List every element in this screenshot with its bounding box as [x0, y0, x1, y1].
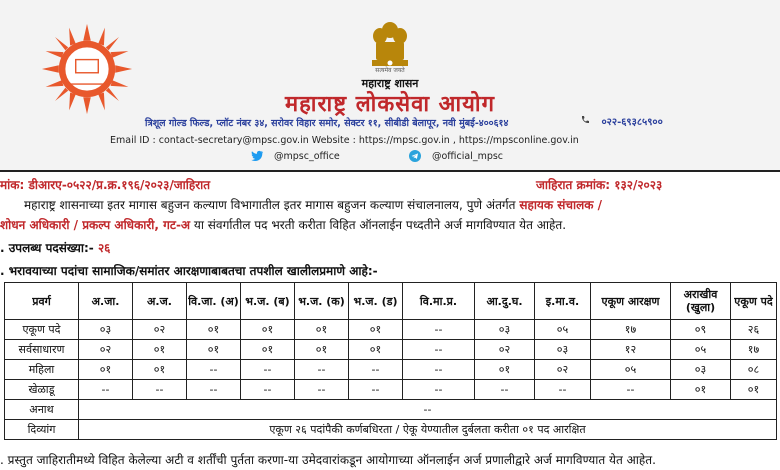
table-row	[5, 360, 777, 380]
table-header: एकूण पदे	[731, 283, 777, 320]
reservation-table	[4, 282, 777, 440]
table-row	[5, 340, 777, 360]
table-cell: १७	[731, 340, 777, 360]
table-cell: --	[349, 380, 403, 400]
table-row-orphan	[5, 400, 777, 420]
table-cell: ०८	[731, 360, 777, 380]
twitter-handle[interactable]	[250, 150, 340, 162]
table-cell: --	[475, 380, 535, 400]
contact-line[interactable]: Email ID : contact-secretary@mpsc.gov.in Website : https://mpsc.gov.in , https://mpsconline.gov.in	[110, 135, 579, 146]
letterhead	[0, 0, 780, 172]
table-header: भ.ज. (क)	[295, 283, 349, 320]
table-header: आ.दु.घ.	[475, 283, 535, 320]
table-cell: ०२	[475, 340, 535, 360]
available-posts	[0, 239, 110, 256]
table-cell: --	[187, 360, 241, 380]
intro-line-2	[0, 216, 780, 233]
table-cell: ०१	[241, 340, 295, 360]
address: त्रिशूल गोल्ड फिल्ड, प्लॉट नंबर ३४, सरोवर विहार समोर, सेक्टर ११, सीबीडी बेलापूर, नवी मुंबई-४००६१४	[145, 118, 509, 129]
table-header: एकूण आरक्षण	[591, 283, 671, 320]
table-cell: ०१	[731, 380, 777, 400]
table-cell: --	[295, 360, 349, 380]
table-cell: ०१	[241, 320, 295, 340]
table-header: इ.मा.व.	[535, 283, 591, 320]
table-cell: १२	[591, 340, 671, 360]
table-header-row	[5, 283, 777, 320]
table-cell: --	[295, 380, 349, 400]
table-cell: --	[535, 380, 591, 400]
table-header: अ.ज.	[133, 283, 187, 320]
intro-text-2: या संवर्गातील पद भरती करीता विहित ऑनलाईन पध्दतीने अर्ज मागविण्यात येत आहेत.	[190, 218, 567, 232]
phone-info	[580, 114, 663, 128]
footer-note: . प्रस्तुत जाहिरातीमध्ये विहित केलेल्या अटी व शर्तींची पुर्तता करणा-या उमेदवारांकडून आयोगाच्या ऑनलाईन अर्ज प्रणालीद्वारे अर्ज मागविण्यात येत आहेत.	[0, 453, 656, 467]
table-cell: --	[241, 360, 295, 380]
twitter-handle-text: @mpsc_office	[274, 150, 340, 162]
table-cell: ०९	[671, 320, 731, 340]
table-cell-category: दिव्यांग	[5, 420, 79, 440]
table-cell-category: एकूण पदे	[5, 320, 79, 340]
table-cell: --	[403, 380, 475, 400]
table-cell-category: खेळाडू	[5, 380, 79, 400]
table-header: प्रवर्ग	[5, 283, 79, 320]
table-cell: --	[133, 380, 187, 400]
available-posts-label: . उपलब्ध पदसंख्या:-	[0, 241, 98, 255]
table-cell: ०५	[671, 340, 731, 360]
table-cell: ०१	[349, 320, 403, 340]
table-cell-disabled-value: एकूण २६ पदांपैकी कर्णबधिरता / ऐकू येण्यातील दुर्बलता करीता ०१ पद आरक्षित	[79, 420, 777, 440]
intro-highlight-2: शोधन अधिकारी / प्रकल्प अधिकारी, गट-अ	[0, 218, 191, 232]
table-row	[5, 320, 777, 340]
intro-line-1	[24, 196, 780, 213]
table-header: अ.जा.	[79, 283, 133, 320]
telegram-icon	[408, 150, 422, 162]
table-cell: २६	[731, 320, 777, 340]
table-cell: ०५	[591, 360, 671, 380]
table-cell: ०३	[535, 340, 591, 360]
table-cell: ०१	[133, 340, 187, 360]
table-cell: ०२	[79, 340, 133, 360]
table-cell: ०१	[133, 360, 187, 380]
table-cell: ०१	[295, 340, 349, 360]
table-header: भ.ज. (ब)	[241, 283, 295, 320]
emblem-motto: सत्यमेव जयते	[375, 67, 405, 74]
organization-name: महाराष्ट्र लोकसेवा आयोग	[284, 91, 496, 117]
table-cell: ०१	[187, 340, 241, 360]
table-cell: ०१	[349, 340, 403, 360]
twitter-icon	[250, 150, 264, 162]
table-cell: --	[403, 360, 475, 380]
telegram-handle-text: @official_mpsc	[432, 150, 504, 162]
table-cell: --	[187, 380, 241, 400]
available-posts-value: २६	[97, 241, 111, 255]
table-cell: ०१	[79, 360, 133, 380]
table-cell: --	[349, 360, 403, 380]
intro-highlight-1: सहायक संचालक /	[519, 198, 603, 212]
table-cell: ०२	[535, 360, 591, 380]
table-header: भ.ज. (ड)	[349, 283, 403, 320]
table-header: अराखीव (खुला)	[671, 283, 731, 320]
table-cell: ०३	[671, 360, 731, 380]
phone-number: ०२२-६९३८५९००	[601, 117, 663, 128]
table-row-disabled	[5, 420, 777, 440]
table-cell-category: सर्वसाधारण	[5, 340, 79, 360]
table-cell: --	[241, 380, 295, 400]
table-cell: --	[591, 380, 671, 400]
table-row	[5, 380, 777, 400]
section-title: . भरावयाच्या पदांचा सामाजिक/समांतर आरक्षणाबाबतचा तपशील खालीलप्रमाणे आहे:-	[0, 264, 378, 278]
phone-icon	[580, 115, 590, 125]
table-cell: --	[79, 380, 133, 400]
table-cell: ०१	[475, 360, 535, 380]
table-cell-category: अनाथ	[5, 400, 79, 420]
table-cell: ०३	[79, 320, 133, 340]
table-header: वि.जा. (अ)	[187, 283, 241, 320]
table-cell: --	[403, 320, 475, 340]
intro-text-1: महाराष्ट्र शासनाच्या इतर मागास बहुजन कल्याण विभागातील इतर मागास बहुजन कल्याण संचालनालय, पुणे अंतर्गत	[24, 198, 520, 212]
table-header: वि.मा.प्र.	[403, 283, 475, 320]
table-cell: ०२	[133, 320, 187, 340]
telegram-handle[interactable]	[408, 150, 503, 162]
table-cell: ०१	[295, 320, 349, 340]
table-cell-category: महिला	[5, 360, 79, 380]
reference-number: मांक: डीआरए-०५२२/प्र.क्र.१९६/२०२३/जाहिरात	[0, 178, 211, 192]
table-cell-orphan-value: --	[79, 400, 777, 420]
table-cell: १७	[591, 320, 671, 340]
table-cell: ०५	[535, 320, 591, 340]
table-cell: --	[403, 340, 475, 360]
table-cell: ०१	[671, 380, 731, 400]
table-cell: ०३	[475, 320, 535, 340]
advertisement-number: जाहिरात क्रमांक: १३२/२०२३	[536, 178, 663, 192]
government-name: महाराष्ट्र शासन	[361, 77, 419, 90]
table-cell: ०१	[187, 320, 241, 340]
